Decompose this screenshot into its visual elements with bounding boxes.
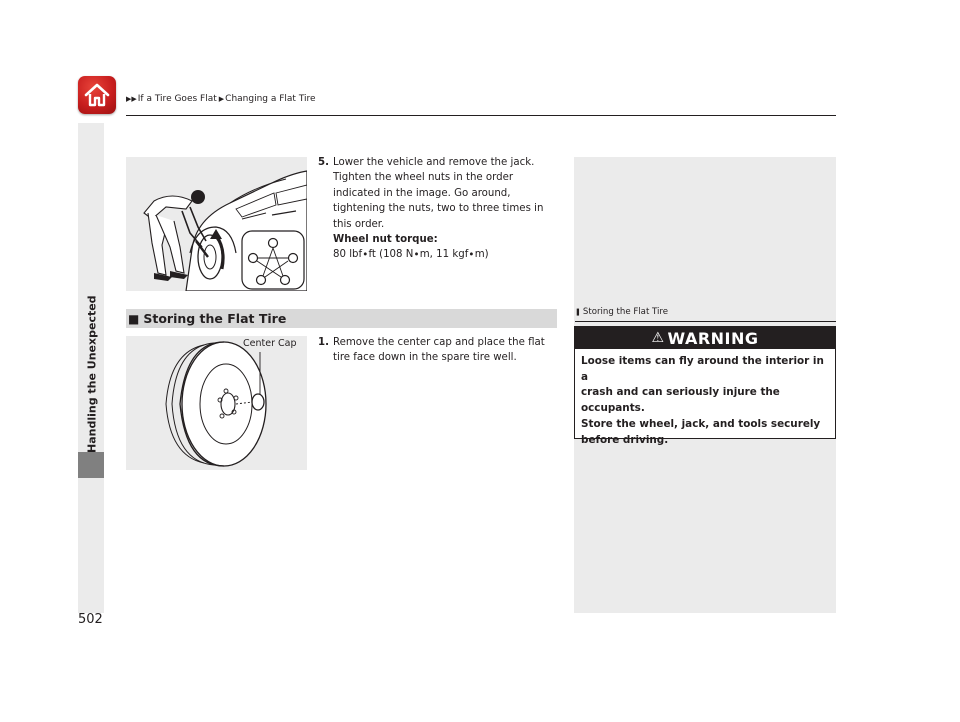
step-text: Remove the center cap and place the flat tire face down in the spare tire well. (333, 337, 545, 364)
home-icon (83, 82, 111, 108)
step-number: 1. (318, 337, 329, 348)
header-divider (126, 115, 836, 116)
note-divider (575, 321, 836, 322)
home-button[interactable] (78, 76, 116, 114)
warning-line: Store the wheel, jack, and tools securely (581, 417, 821, 430)
page-number: 502 (78, 612, 103, 627)
warning-triangle-icon: ⚠ (651, 330, 665, 346)
breadcrumb-arrow-icon: ▶▶ (126, 95, 137, 103)
warning-line: crash and can seriously injure the (581, 386, 780, 399)
breadcrumb (126, 94, 316, 104)
section-square-icon: ■ (128, 311, 140, 326)
chapter-label: Handling the Unexpected (85, 295, 99, 453)
tighten-nuts-illustration (126, 157, 307, 291)
warning-line: occupants. (581, 402, 645, 415)
step-5 (318, 155, 558, 263)
section-title: Storing the Flat Tire (143, 311, 287, 326)
torque-label: Wheel nut torque: (333, 234, 438, 246)
torque-value: 80 lbf∙ft (108 N∙m, 11 kgf∙m) (333, 249, 489, 261)
warning-header (575, 327, 835, 349)
center-cap-callout: Center Cap (243, 338, 297, 349)
breadcrumb-arrow-icon: ▶ (218, 95, 225, 103)
note-reference-title: Storing the Flat Tire (582, 307, 669, 317)
note-reference (575, 307, 668, 317)
step-1 (318, 335, 558, 366)
step-number: 5. (318, 157, 329, 168)
warning-title: WARNING (667, 328, 759, 348)
warning-line: Loose items can fly around the interior in a (581, 355, 824, 383)
breadcrumb-item-flat-tire[interactable]: If a Tire Goes Flat (137, 94, 217, 104)
chapter-tab-marker[interactable] (78, 452, 104, 478)
figure-tighten-wheel-nuts (126, 157, 307, 291)
warning-box (574, 326, 836, 446)
tire-illustration (126, 336, 307, 470)
section-header (126, 309, 557, 328)
breadcrumb-item-changing-tire[interactable]: Changing a Flat Tire (225, 94, 316, 104)
step-text: Lower the vehicle and remove the jack. Tighten the wheel nuts in the order indicated in the image. Go around, tightening the nuts, two to three times in this order. (333, 157, 544, 230)
warning-line: before driving. (581, 433, 669, 446)
figure-tire-center-cap (126, 336, 307, 470)
warning-text (581, 354, 833, 448)
reference-icon: ❚ (575, 308, 581, 316)
